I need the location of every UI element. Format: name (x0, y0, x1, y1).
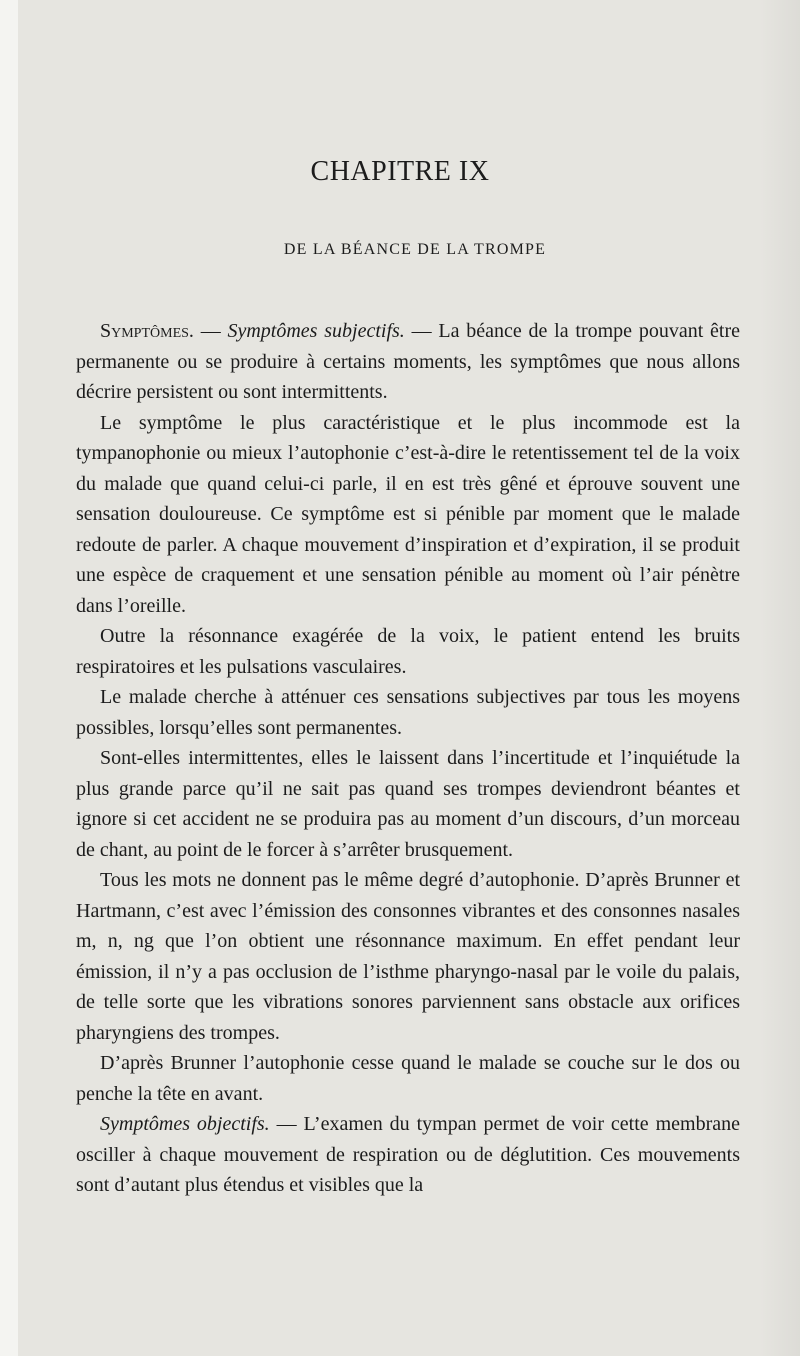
paragraph-4: Le malade cherche à atténuer ces sensations subjectives par tous les moyens possibles, lorsqu’elles sont permanentes. (76, 686, 740, 739)
lead-separator: — (269, 1113, 304, 1135)
paragraph-text: L’examen du tympan permet de voir cette membrane osciller à chaque mouvement de respiration ou de déglutition. Ces mouvements sont d’autant plus étendus et visibles que la (76, 1113, 740, 1196)
scan-margin (0, 0, 18, 1356)
paragraph-6: Tous les mots ne donnent pas le même degré d’autophonie. D’après Brunner et Hartmann, c’est avec l’émission des consonnes vibrantes et des consonnes nasales m, n, ng que l’on obtient une résonnance maximum. En effet pendant leur émission, il n’y a pas occlusion de l’isthme pharyngo-nasal par le voile du palais, de telle sorte que les vibrations sonores parviennent sans obstacle aux orifices pharyngiens des trompes. (76, 869, 740, 1044)
chapter-title: CHAPITRE IX (310, 156, 490, 187)
lead-heading: Symptômes. (100, 320, 194, 342)
paragraph-8 (76, 1109, 740, 1201)
lead-separator-2: — (404, 320, 439, 342)
paragraph-7: D’après Brunner l’autophonie cesse quand le malade se couche sur le dos ou penche la tête en avant. (76, 1052, 740, 1105)
lead-subheading: Symptômes objectifs. (100, 1113, 270, 1135)
lead-subheading: Symptômes subjectifs. (227, 320, 405, 342)
page-edge-shadow (760, 0, 800, 1356)
section-title: DE LA BÉANCE DE LA TROMPE (283, 241, 547, 258)
paragraph-2: Le symptôme le plus caractéristique et le plus incommode est la tympanophonie ou mieux l’autophonie c’est-à-dire le retentissement tel de la voix du malade que quand celui-ci parle, il en est très gêné et éprouve souvent une sensation douloureuse. Ce symptôme est si pénible par moment que le malade redoute de parler. A chaque mouvement d’inspiration et d’expiration, il se produit une espèce de craquement et une sensation pénible au moment où l’air pénètre dans l’oreille. (76, 411, 740, 617)
body-text (76, 316, 740, 1201)
paragraph-3: Outre la résonnance exagérée de la voix, le patient entend les bruits respiratoires et les pulsations vasculaires. (76, 625, 740, 678)
lead-separator: — (193, 320, 228, 342)
paragraph-text: La béance de la trompe pouvant être permanente ou se produire à certains moments, les symptômes que nous allons décrire persistent ou sont intermittents. (76, 320, 741, 403)
paragraph-1 (76, 316, 740, 408)
paragraph-5: Sont-elles intermittentes, elles le laissent dans l’incertitude et l’inquiétude la plus grande parce qu’il ne sait pas quand ses trompes deviendront béantes et ignore si cet accident ne se produira pas au moment d’un discours, d’un morceau de chant, au point de le forcer à s’arrêter brusquement. (76, 747, 740, 861)
